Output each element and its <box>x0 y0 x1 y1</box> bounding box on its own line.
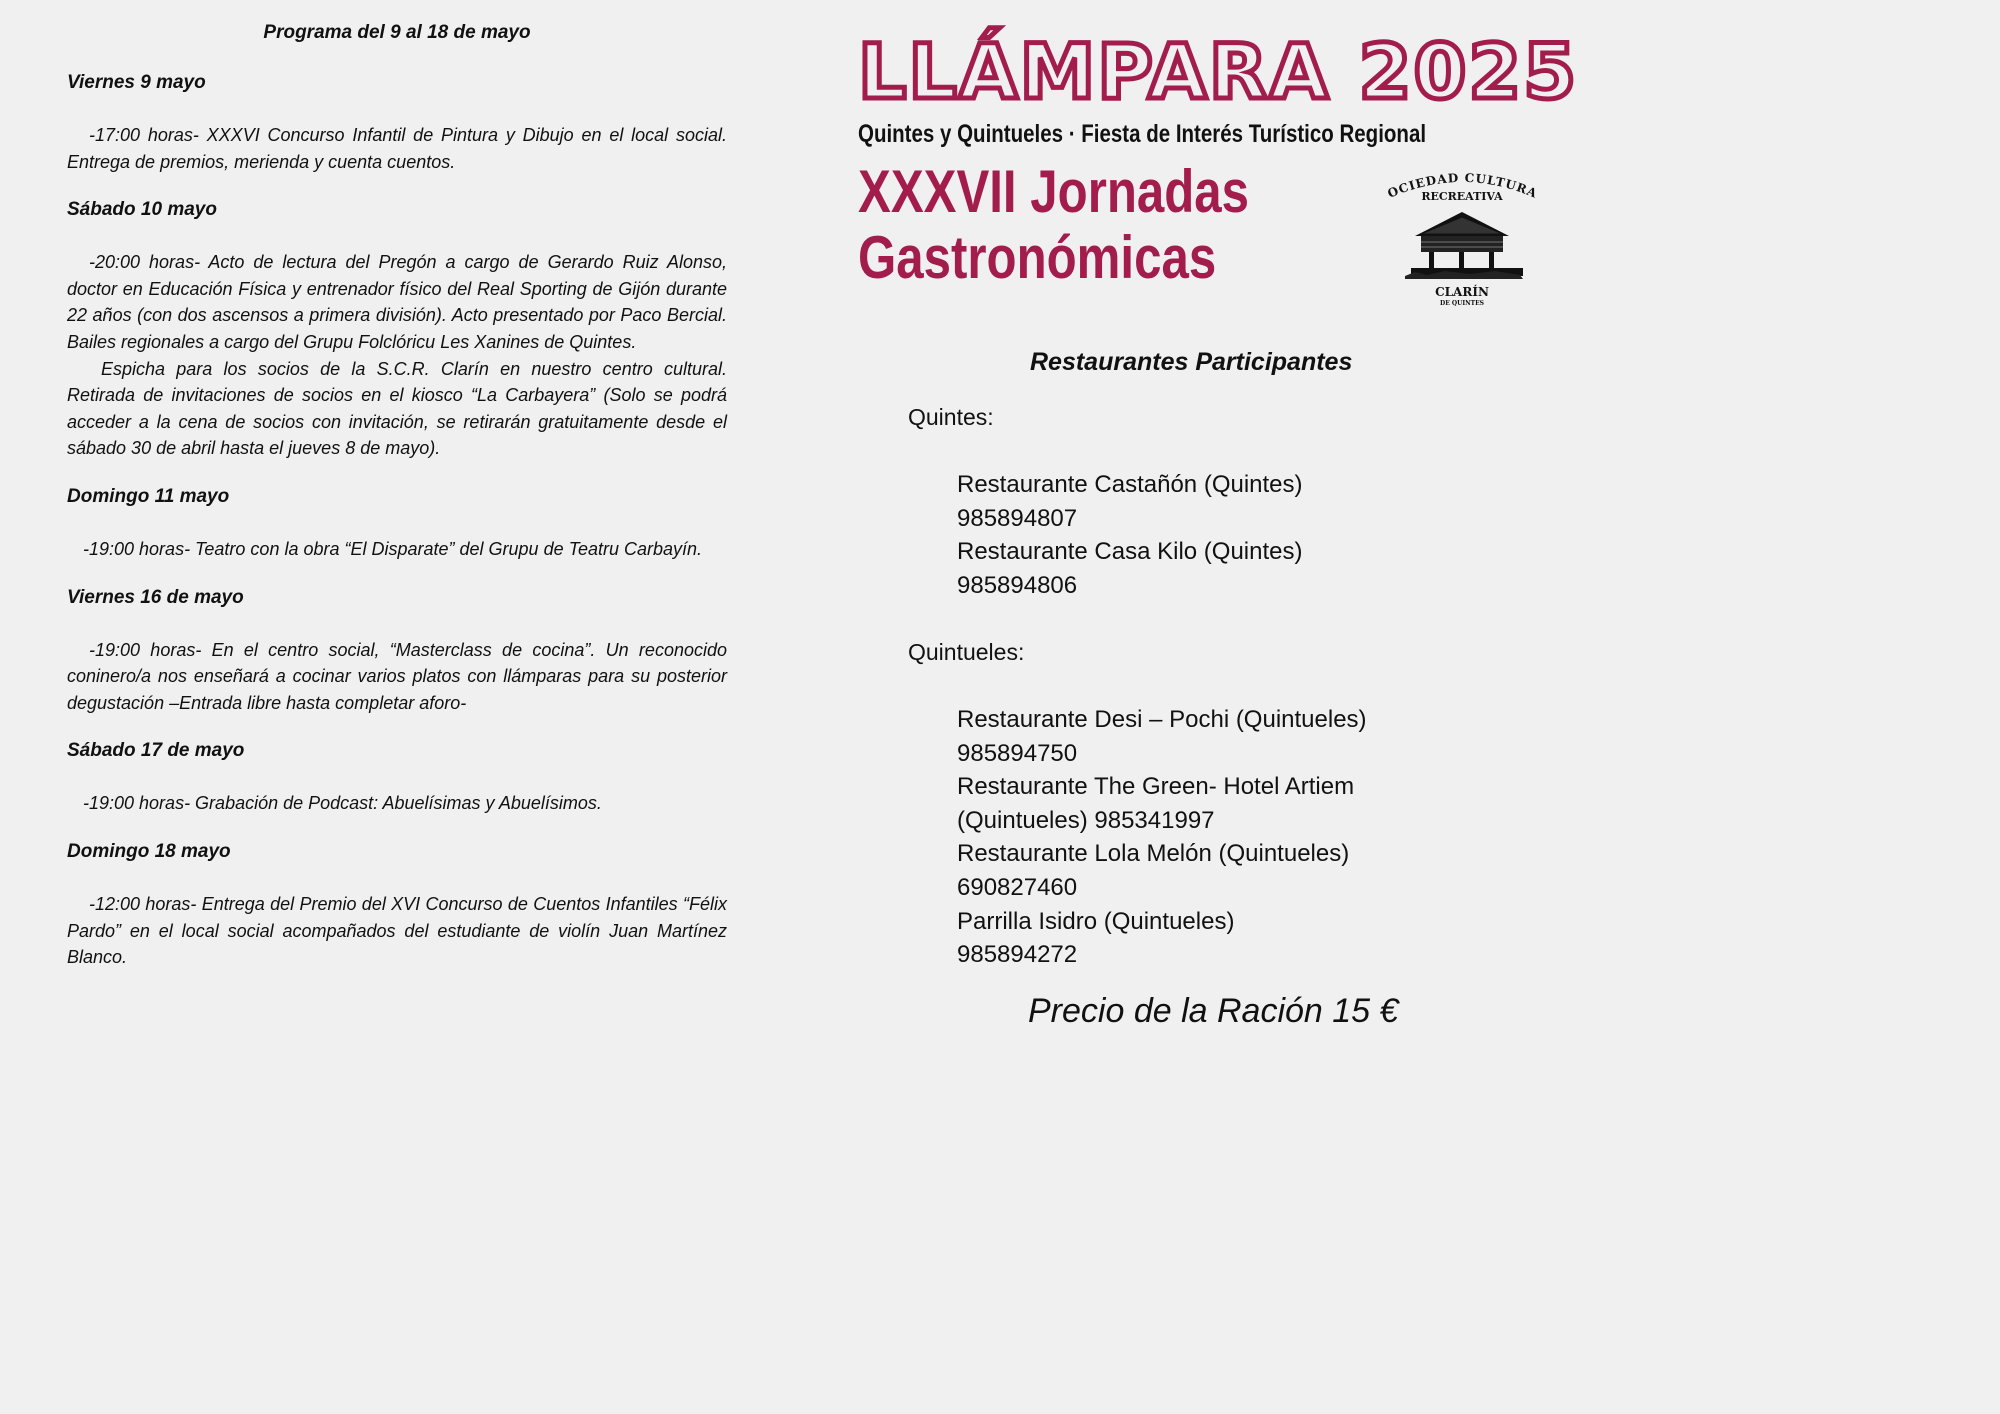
list-item: (Quintueles) 985341997 <box>957 806 1215 834</box>
day-viernes-9 <box>67 72 727 175</box>
logo-small-text: DE QUINTES <box>1440 300 1484 307</box>
restaurants-title: Restaurantes Participantes <box>1030 348 1353 376</box>
day-title: Sábado 17 de mayo <box>67 740 245 762</box>
day-title: Viernes 16 de mayo <box>67 586 244 608</box>
day-paragraph: -19:00 horas- En el centro social, “Masterclass de cocina”. Un reconocido coninero/a nos enseñará a cocinar varios platos con llámparas para su posterior degustación –Entrada libre hasta completar aforo- <box>67 639 727 713</box>
day-domingo-11 <box>67 486 727 563</box>
day-paragraph: -12:00 horas- Entrega del Premio del XVI Concurso de Cuentos Infantiles “Félix Pardo” en el local social acompañados del estudiante de violín Juan Martínez Blanco. <box>67 893 727 968</box>
day-viernes-16 <box>67 587 727 717</box>
logo-middle-text: RECREATIVA <box>1421 190 1503 203</box>
clarin-logo <box>1385 168 1540 308</box>
day-paragraph: -17:00 horas- XXXVI Concurso Infantil de Pintura y Dibujo en el local social. Entrega de premios, merienda y cuenta cuentos. <box>67 125 727 172</box>
day-domingo-18 <box>67 841 727 971</box>
brand-title: LLÁMPARA 2025 <box>858 27 1579 116</box>
day-sabado-10 <box>67 199 727 462</box>
day-sabado-17 <box>67 740 727 817</box>
logo-name: CLARÍN <box>1435 285 1489 299</box>
day-title: Viernes 9 mayo <box>67 72 206 93</box>
list-item: Restaurante Castañón (Quintes) <box>957 471 1303 498</box>
list-item: 985894750 <box>957 739 1078 767</box>
list-item: Restaurante Casa Kilo (Quintes) <box>957 538 1303 566</box>
program-title: Programa del 9 al 18 de mayo <box>263 22 531 43</box>
logo-top-text: OCIEDAD CULTURA <box>1385 170 1540 201</box>
jornadas-title <box>858 159 1424 291</box>
price-text: Precio de la Ración 15 € <box>1028 992 1399 1030</box>
list-item: 985894807 <box>957 504 1078 532</box>
list-item: Restaurante Lola Melón (Quintueles) <box>957 840 1350 868</box>
quintes-label: Quintes: <box>908 404 994 430</box>
day-title: Domingo 18 mayo <box>67 840 231 862</box>
quintes-list <box>957 468 1377 602</box>
day-paragraph: Espicha para los socios de la S.C.R. Clarín en nuestro centro cultural. Retirada de invitaciones de socios en el kiosco “La Carbayera” (Solo se podrá acceder a la cena de socios con invitación, se retirarán gratuitamente desde el sábado 30 de abril hasta el jueves 8 de mayo). <box>67 358 727 459</box>
list-item: Restaurante The Green- Hotel Artiem <box>957 773 1355 801</box>
quintueles-list <box>957 703 1377 972</box>
list-item: 985894806 <box>957 571 1078 599</box>
day-paragraph: -20:00 horas- Acto de lectura del Pregón a cargo de Gerardo Ruiz Alonso, doctor en Educación Física y entrenador físico del Real Sporting de Gijón durante 22 años (con dos ascensos a primera división). Acto presentado por Paco Bercial. Bailes regionales a cargo del Grupu Folclóricu Les Xanines de Quintes. <box>67 252 727 352</box>
program-column <box>67 22 727 995</box>
horreo-icon <box>1385 168 1540 308</box>
list-item: 690827460 <box>957 873 1078 901</box>
list-item: Parrilla Isidro (Quintueles) <box>957 907 1235 935</box>
quintueles-label: Quintueles: <box>908 639 1025 665</box>
day-paragraph: -19:00 horas- Teatro con la obra “El Disparate” del Grupu de Teatru Carbayín. <box>83 538 703 559</box>
day-paragraph: -19:00 horas- Grabación de Podcast: Abuelísimas y Abuelísimos. <box>83 793 602 814</box>
jornadas-line-1: XXXVII Jornadas <box>858 158 1250 225</box>
list-item: 985894272 <box>957 941 1078 969</box>
day-title: Sábado 10 mayo <box>67 199 217 221</box>
day-title: Domingo 11 mayo <box>67 485 230 507</box>
list-item: Restaurante Desi – Pochi (Quintueles) <box>957 706 1367 733</box>
subtitle: Quintes y Quintueles · Fiesta de Interés Turístico Regional <box>858 120 1427 148</box>
jornadas-line-2: Gastronómicas <box>858 224 1217 291</box>
